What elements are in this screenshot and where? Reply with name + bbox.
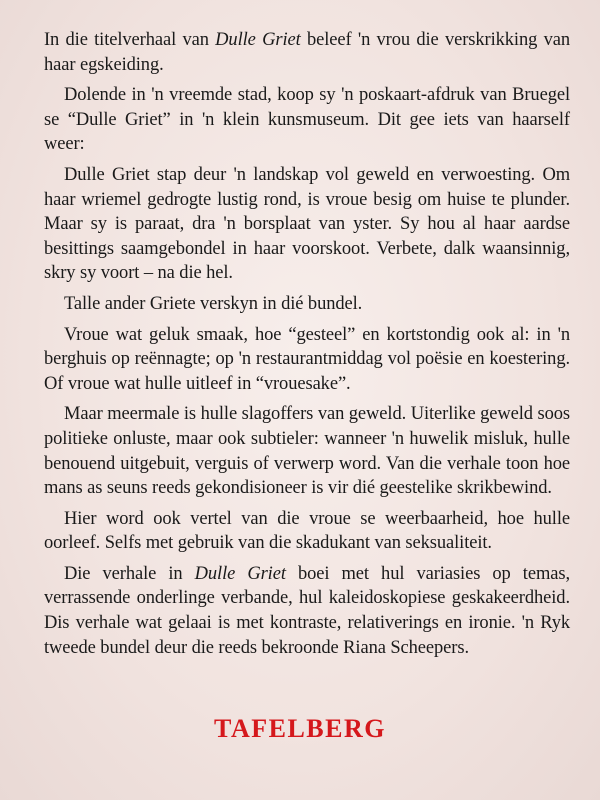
blurb-text — [44, 28, 570, 666]
paragraph-8: Die verhale in Dulle Griet boei met hul variasies op temas, verrassende onderlinge verbande, hul kaleidoskopiese geskakeerdheid. Dis verhale wat gelaai is met kontraste, relativerings en ironie. 'n Ryk tweede bundel deur die reeds bekroonde Riana Scheepers. — [44, 563, 570, 658]
paragraph-5: Vroue wat geluk smaak, hoe “gesteel” en kortstondig ook al: in 'n berghuis op reënnagte; op 'n restaurantmiddag vol poësie en koestering. Of vroue wat hulle uitleef in “vrouesake”. — [44, 324, 570, 394]
book-title: Dulle Griet — [215, 30, 301, 50]
paragraph-1: In die titelverhaal van Dulle Griet beleef 'n vrou die verskrikking van haar egskeiding. — [44, 30, 570, 75]
paragraph-4: Talle ander Griete verskyn in dié bundel. — [64, 293, 363, 314]
paragraph-3: Dulle Griet stap deur 'n landskap vol geweld en verwoesting. Om haar wriemel gedrogte lustig rond, is vroue besig om huise te plunder. Maar sy is paraat, dra 'n borsplaat van yster. Sy hou al haar aardse besittings saamgebondel in haar voorskoot. Verbete, dalk waansinnig, skry sy voort – na die hel. — [44, 164, 570, 284]
paragraph-2: Dolende in 'n vreemde stad, koop sy 'n poskaart-afdruk van Bruegel se “Dulle Griet” in 'n klein kunsmuseum. Dit gee iets van haarself weer: — [44, 85, 570, 155]
publisher-logo: TAFELBERG — [214, 714, 386, 743]
paragraph-7: Hier word ook vertel van die vroue se weerbaarheid, hoe hulle oorleef. Selfs met gebruik van die skadukant van seksualiteit. — [44, 508, 570, 554]
book-title: Dulle Griet — [194, 563, 286, 584]
paragraph-6: Maar meermale is hulle slagoffers van geweld. Uiterlike geweld soos politieke onluste, maar ook subtieler: wanneer 'n huwelik misluk, hulle benouend uitgebuit, verguis of verwerp word. Van die verhale toon hoe mans as seuns reeds gekondisioneer is vir dié geestelike skrikbewind. — [44, 404, 570, 499]
